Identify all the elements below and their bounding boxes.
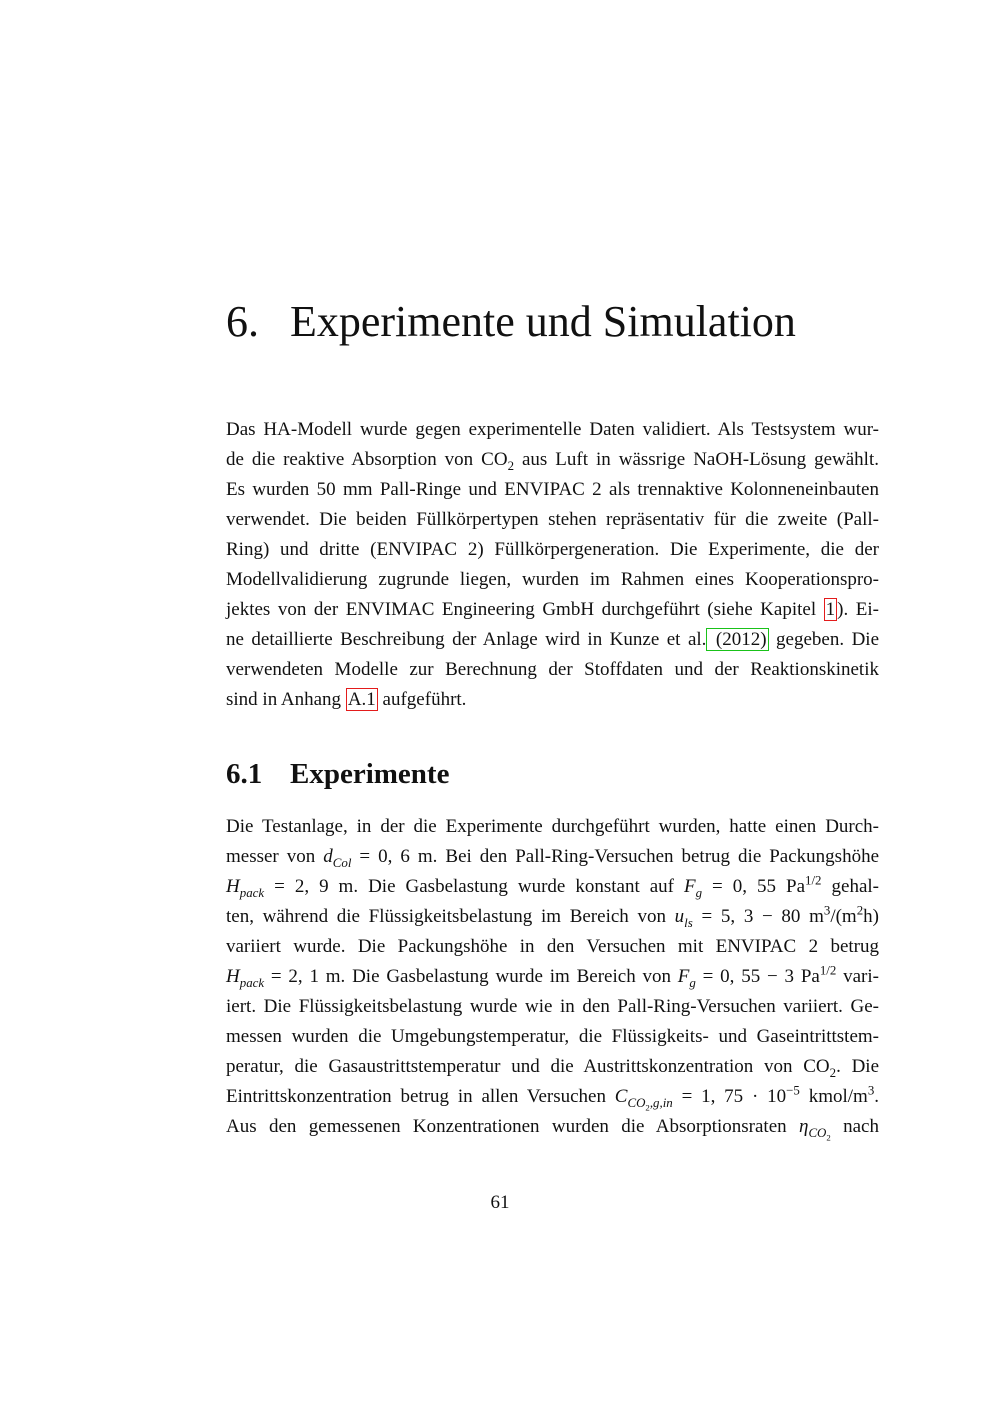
text-line: iert. Die Flüssigkeitsbelastung wurde wie in den Pall-Ring-Versuchen variiert. Ge- bbox=[226, 996, 879, 1017]
text-line: jektes von der ENVIMAC Engineering GmbH durchgeführt (siehe Kapitel 1 ). Ei- bbox=[226, 599, 879, 620]
text-line: messer von $d_{Col} = 0$, 6 m. Bei den Pall-Ring-Versuchen betrug die Packungshöhe bbox=[226, 846, 880, 870]
text-line: variiert wurde. Die Packungshöhe in den Versuchen mit ENVIPAC 2 betrug bbox=[226, 936, 879, 957]
appendix-reference-link[interactable]: A.1 bbox=[347, 689, 376, 710]
text-line: Eintrittskonzentration betrug in allen Versuchen $C_{CO_2,g,in} = 1$, $75 \cdot 10^{-5}$ kmol/$m^3$. bbox=[226, 1082, 880, 1113]
text-line: Aus den gemessenen Konzentrationen wurden die Absorptionsraten $\eta_{CO_2}$ nach bbox=[226, 1116, 879, 1143]
text-line: ten, während die Flüssigkeitsbelastung im Bereich von $u_{ls} = 5$, 3 − 80 $m^3/(m^2h)$ bbox=[226, 902, 879, 930]
text-line: $H_{pack} = 2$, 9 m. Die Gasbelastung wurde konstant auf $F_g = 0$, 55 $Pa^{1/2}$ gehal- bbox=[226, 872, 879, 900]
section-title: Experimente bbox=[290, 758, 450, 790]
experiments-paragraph bbox=[226, 812, 879, 1142]
text-line: messen wurden die Umgebungstemperatur, die Flüssigkeits- und Gaseintrittstem- bbox=[226, 1026, 879, 1047]
text-line: Es wurden 50 mm Pall-Ringe und ENVIPAC 2 als trennaktive Kolonneneinbauten bbox=[226, 479, 879, 500]
text-line: sind in Anhang A.1 aufgeführt. bbox=[226, 689, 467, 710]
page-number: 61 bbox=[490, 1192, 510, 1213]
text-line: ne detaillierte Beschreibung der Anlage wird in Kunze et al. (2012) gegeben. Die bbox=[226, 629, 880, 650]
text-line: $H_{pack} = 2$, 1 m. Die Gasbelastung wurde im Bereich von $F_g = 0$, 55 − 3 $Pa^{1/2}$ vari- bbox=[226, 962, 879, 990]
text-line: peratur, die Gasaustrittstemperatur und die Austrittskonzentration von $CO_2$. Die bbox=[226, 1056, 879, 1080]
text-line: Ring) und dritte (ENVIPAC 2) Füllkörpergeneration. Die Experimente, die der bbox=[226, 539, 879, 560]
chapter-number: 6. bbox=[226, 297, 259, 346]
text-line: verwendet. Die beiden Füllkörpertypen stehen repräsentativ für die zweite (Pall- bbox=[226, 509, 879, 530]
chapter-heading bbox=[226, 292, 796, 352]
text-line: Das HA-Modell wurde gegen experimentelle Daten validiert. Als Testsystem wur- bbox=[226, 419, 879, 440]
citation-link[interactable]: (2012) bbox=[708, 629, 767, 650]
text-line: Modellvalidierung zugrunde liegen, wurden im Rahmen eines Kooperationspro- bbox=[226, 569, 879, 590]
text-line: verwendeten Modelle zur Berechnung der Stoffdaten und der Reaktionskinetik bbox=[226, 659, 879, 680]
section-heading bbox=[226, 752, 449, 796]
chapter-title: Experimente und Simulation bbox=[290, 297, 796, 346]
text-line: de die reaktive Absorption von $CO_2$ aus Luft in wässrige NaOH-Lösung gewählt. bbox=[226, 449, 879, 473]
section-number: 6.1 bbox=[226, 758, 263, 790]
text-line: Die Testanlage, in der die Experimente durchgeführt wurden, hatte einen Durch- bbox=[226, 816, 879, 837]
chapter-reference-link[interactable]: 1 bbox=[825, 599, 836, 620]
intro-paragraph bbox=[226, 415, 879, 715]
